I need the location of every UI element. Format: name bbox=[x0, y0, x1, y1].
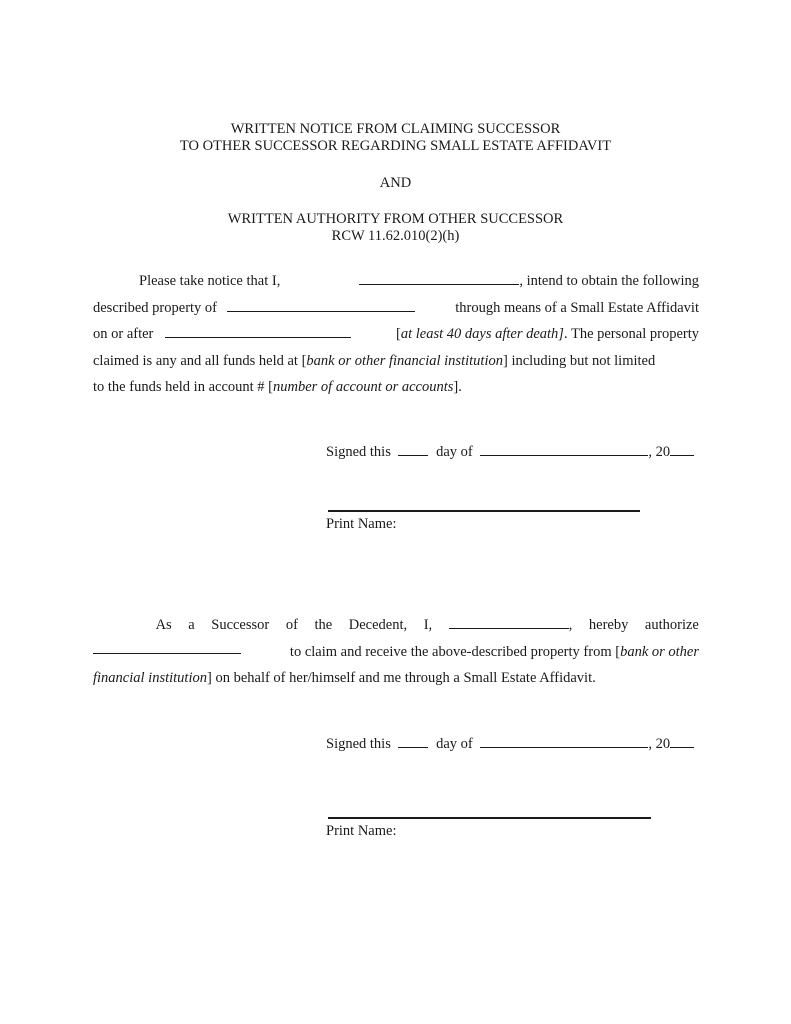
signature-date-row-1: Signed this day of , 20 bbox=[326, 441, 694, 461]
document-title-line-2: TO OTHER SUCCESSOR REGARDING SMALL ESTATE AFFIDAVIT bbox=[179, 138, 612, 154]
claim-date-field[interactable] bbox=[165, 323, 351, 338]
document-subtitle: WRITTEN AUTHORITY FROM OTHER SUCCESSOR bbox=[227, 211, 564, 227]
signature-line-2[interactable] bbox=[328, 817, 651, 819]
notice-paragraph bbox=[93, 268, 699, 401]
authority-line-1: As a Successor of the Decedent, I, , hereby authorize bbox=[93, 612, 699, 639]
authority-paragraph bbox=[93, 612, 699, 692]
authority-line-3: financial institution] on behalf of her/himself and me through a Small Estate Affidavit. bbox=[93, 670, 596, 686]
successor-name-field[interactable] bbox=[449, 614, 569, 629]
notice-line-3: on or after [at least 40 days after death]. The personal property bbox=[93, 321, 699, 348]
claimant-name-field[interactable] bbox=[359, 270, 519, 285]
print-name-label-2: Print Name: bbox=[326, 823, 397, 839]
decedent-name-field[interactable] bbox=[227, 297, 415, 312]
print-name-label-1: Print Name: bbox=[326, 516, 397, 532]
sign-day-field-2[interactable] bbox=[398, 733, 428, 748]
authorized-claimant-field[interactable] bbox=[93, 639, 241, 654]
sign-year-field-1[interactable] bbox=[670, 441, 694, 456]
sign-year-field-2[interactable] bbox=[670, 733, 694, 748]
signature-date-row-2: Signed this day of , 20 bbox=[326, 733, 694, 753]
statute-reference: RCW 11.62.010(2)(h) bbox=[331, 228, 460, 244]
document-and-heading: AND bbox=[379, 175, 412, 191]
notice-line-5: to the funds held in account # [number of account or accounts]. bbox=[93, 379, 462, 395]
notice-line-1: Please take notice that I, , intend to obtain the following bbox=[93, 268, 699, 295]
notice-line-2: described property of through means of a Small Estate Affidavit bbox=[93, 295, 699, 322]
notice-line-4: claimed is any and all funds held at [bank or other financial institution] including but not limited bbox=[93, 352, 656, 369]
authority-line-2: to claim and receive the above-described property from [bank or other bbox=[93, 639, 699, 666]
sign-month-field-2[interactable] bbox=[480, 733, 648, 748]
sign-month-field-1[interactable] bbox=[480, 441, 648, 456]
sign-day-field-1[interactable] bbox=[398, 441, 428, 456]
document-title-line-1: WRITTEN NOTICE FROM CLAIMING SUCCESSOR bbox=[230, 121, 561, 137]
signature-line-1[interactable] bbox=[328, 510, 640, 512]
